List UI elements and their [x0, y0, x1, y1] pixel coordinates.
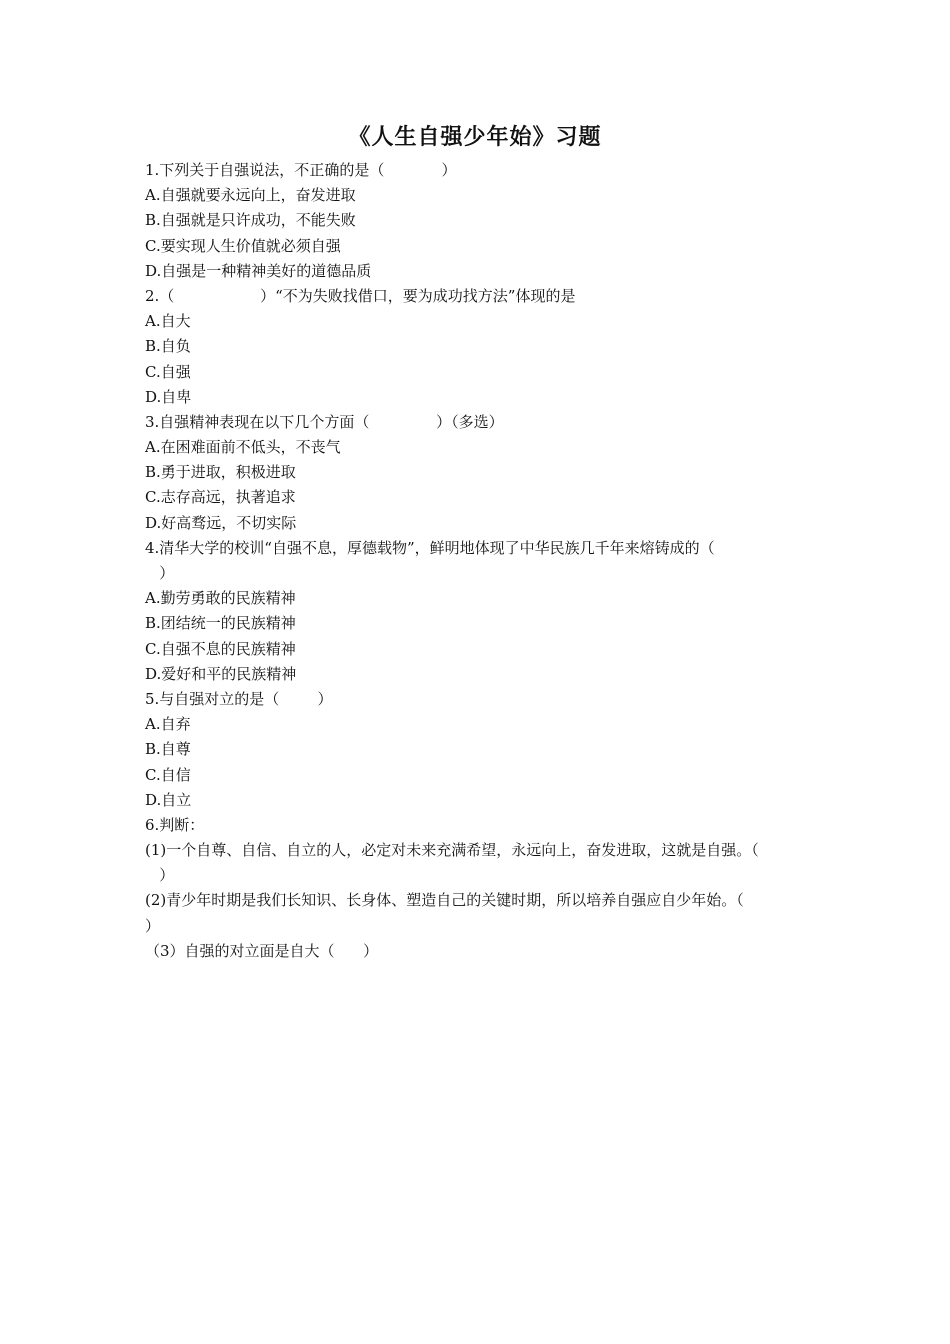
q1-option-a: A.自强就要永远向上，奋发进取: [145, 186, 356, 205]
q4-option-b: B.团结统一的民族精神: [145, 614, 296, 633]
q2-option-d: D.自卑: [145, 387, 192, 406]
q6-statement-1-continued: ）: [145, 866, 175, 885]
question-4: 4.清华大学的校训“自强不息，厚德载物”，鲜明地体现了中华民族几千年来熔铸成的（: [145, 538, 715, 557]
q6-statement-2-continued: ）: [145, 916, 161, 935]
question-2: 2.（ ）“不为失败找借口，要为成功找方法”体现的是: [145, 286, 576, 305]
q1-option-c: C.要实现人生价值就必须自强: [145, 236, 341, 255]
question-1: 1.下列关于自强说法，不正确的是（ ）: [145, 161, 457, 179]
q6-statement-1: (1)一个自尊、自信、自立的人，必定对未来充满希望，永远向上，奋发进取，这就是自强。（: [145, 841, 759, 860]
q6-statement-2: (2)青少年时期是我们长知识、长身体、塑造自己的关键时期，所以培养自强应自少年始。（: [145, 891, 744, 910]
q4-option-d: D.爱好和平的民族精神: [145, 664, 297, 683]
q4-option-a: A.勤劳勇敢的民族精神: [145, 589, 296, 608]
q4-option-c: C.自强不息的民族精神: [145, 639, 296, 658]
question-4-continued: ）: [145, 564, 175, 582]
q1-option-d: D.自强是一种精神美好的道德品质: [145, 261, 372, 280]
q5-option-a: A.自弃: [145, 715, 191, 734]
q5-option-c: C.自信: [145, 765, 191, 784]
exercise-body: [145, 158, 795, 964]
question-6: 6.判断：: [145, 815, 205, 834]
q3-option-a: A.在困难面前不低头，不丧气: [145, 438, 341, 457]
question-3: 3.自强精神表现在以下几个方面（ ）（多选）: [145, 412, 504, 431]
page-title: 《人生自强少年始》习题: [348, 124, 602, 150]
q3-option-b: B.勇于进取，积极进取: [145, 463, 296, 482]
q5-option-d: D.自立: [145, 790, 192, 809]
q3-option-d: D.好高骛远，不切实际: [145, 513, 297, 532]
q2-option-b: B.自负: [145, 337, 191, 356]
q6-statement-3: （3）自强的对立面是自大（ ）: [145, 941, 379, 960]
q3-option-c: C.志存高远，执著追求: [145, 488, 296, 507]
q5-option-b: B.自尊: [145, 740, 191, 759]
question-5: 5.与自强对立的是（ ）: [145, 689, 333, 708]
q2-option-a: A.自大: [145, 312, 191, 331]
q2-option-c: C.自强: [145, 362, 191, 381]
q1-option-b: B.自强就是只许成功，不能失败: [145, 211, 356, 230]
